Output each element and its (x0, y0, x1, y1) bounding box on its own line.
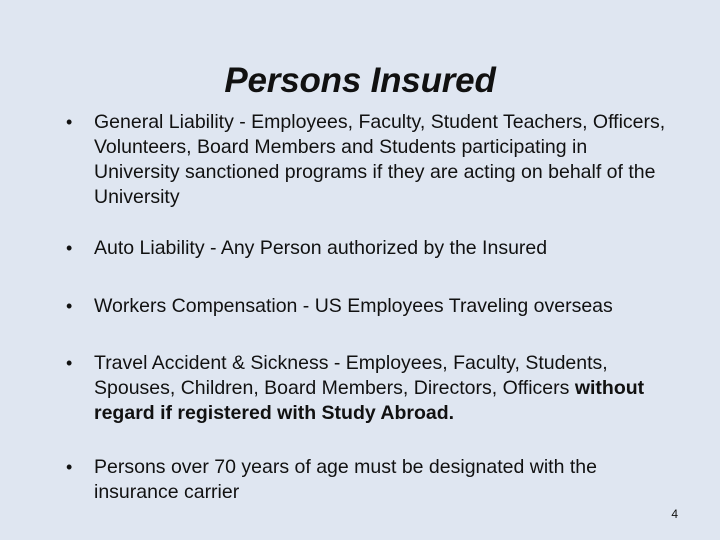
bullet-text-regular: Travel Accident & Sickness - Employees, Faculty, Students, Spouses, Children, Board Members, Directors, Officers (94, 352, 608, 399)
bullet-item-general-liability (66, 110, 666, 210)
bullet-symbol: • (66, 238, 73, 258)
bullet-text: Auto Liability - Any Person authorized by the Insured (94, 237, 548, 259)
bullet-symbol: • (66, 112, 73, 132)
bullet-symbol: • (66, 353, 73, 373)
slide-title: Persons Insured (224, 61, 496, 100)
bullet-item-persons-over-70 (66, 455, 666, 505)
bullet-text: Workers Compensation - US Employees Traveling overseas (94, 295, 613, 317)
bullet-text: General Liability - Employees, Faculty, Student Teachers, Officers, Volunteers, Board Members and Students participating in University sanctioned programs if they are acting on behalf of the University (94, 111, 666, 208)
bullet-text: Persons over 70 years of age must be designated with the insurance carrier (94, 456, 597, 503)
page-number: 4 (671, 507, 678, 521)
bullet-symbol: • (66, 296, 73, 316)
bullet-item-auto-liability (66, 236, 666, 261)
bullet-symbol: • (66, 457, 73, 477)
bullet-text-bold: without regard if registered with Study Abroad. (94, 377, 645, 424)
bullet-text (94, 351, 666, 426)
bullet-item-workers-compensation (66, 294, 666, 319)
bullet-item-travel-accident (66, 351, 666, 426)
